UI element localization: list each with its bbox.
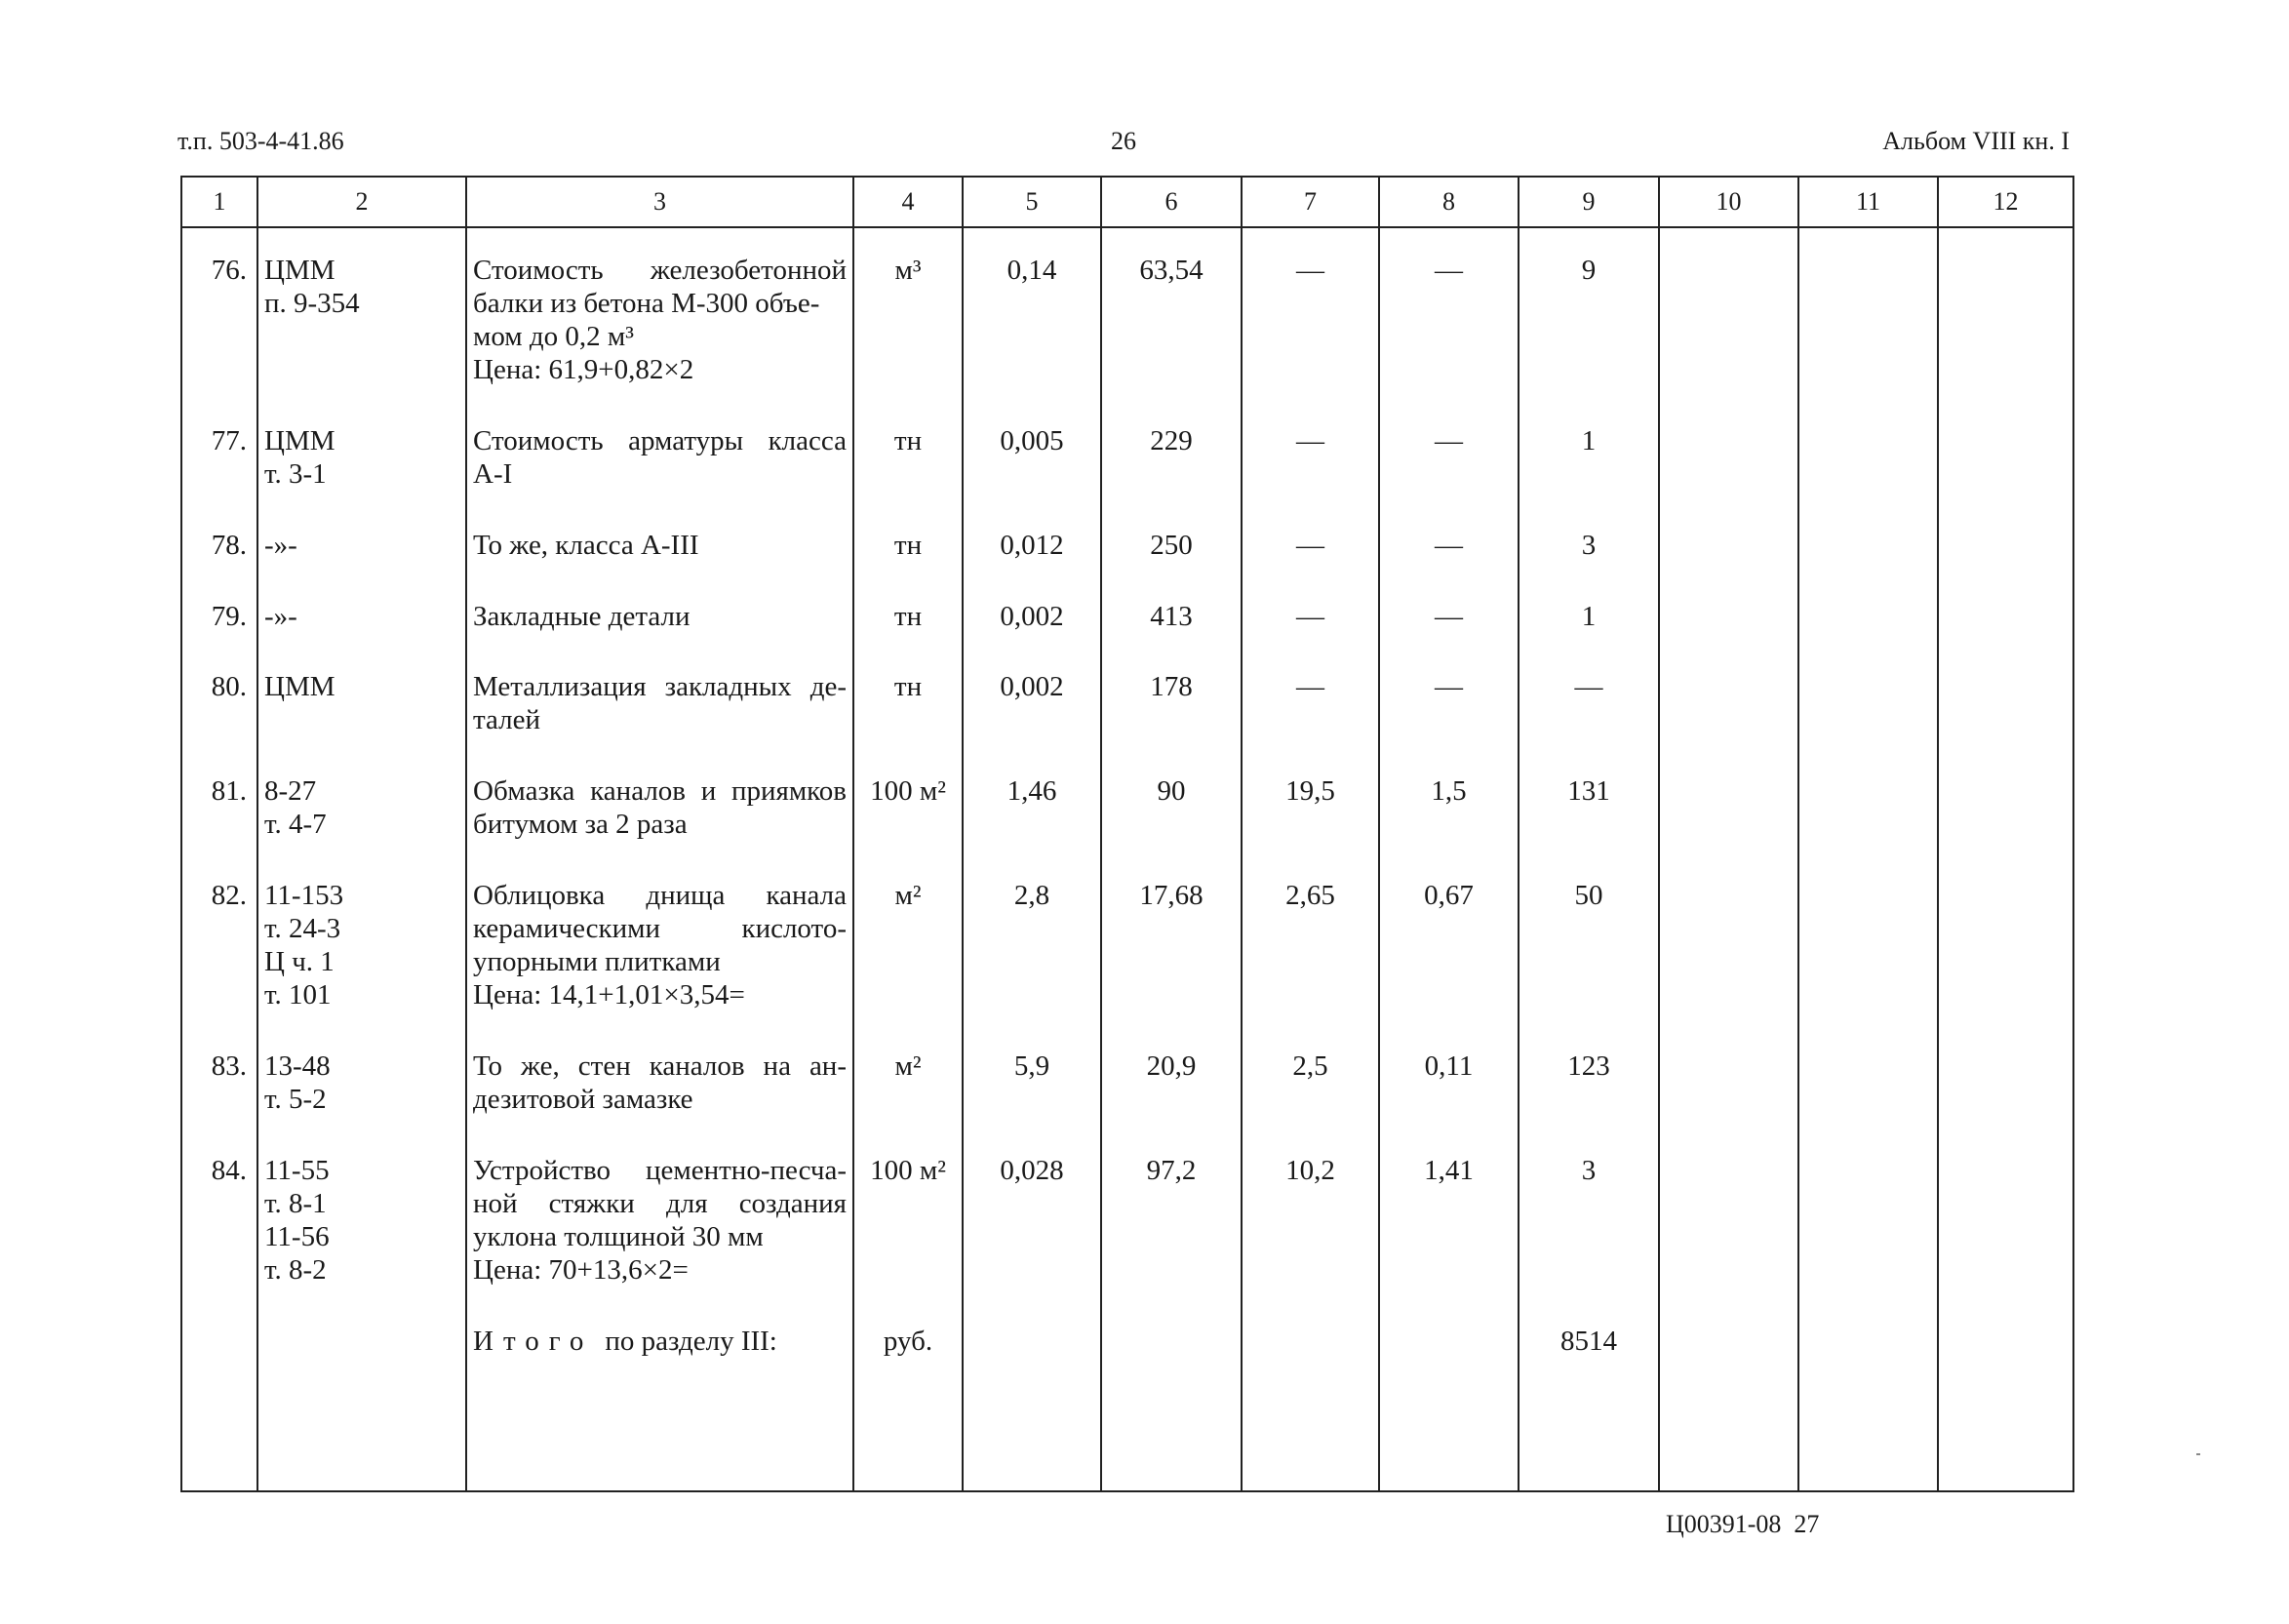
col-8-value: 1,5: [1379, 774, 1519, 879]
section-total-row: [181, 1325, 2073, 1491]
quantity: 5,9: [963, 1050, 1101, 1154]
col-10-empty: [1659, 670, 1798, 774]
col-11-empty: [1798, 774, 1938, 879]
description-line: Закладные детали: [473, 600, 691, 632]
quantity: 2,8: [963, 879, 1101, 1050]
section-total-value: 8514: [1519, 1325, 1659, 1491]
page-header: [178, 127, 2070, 166]
reference-line: 8-27: [264, 774, 317, 807]
column-header-12: 12: [1938, 177, 2073, 227]
table-row: [181, 879, 2073, 1050]
unit: тн: [853, 424, 963, 529]
description-line: Облицовка днища канала керамическими кислото-упорными плитками: [473, 879, 847, 977]
total-empty-7: [1242, 1325, 1379, 1491]
column-header-row: [181, 177, 2073, 227]
total-cost: 123: [1519, 1050, 1659, 1154]
unit: 100 м²: [853, 1154, 963, 1325]
total-cost: 3: [1519, 529, 1659, 600]
col-10-empty: [1659, 879, 1798, 1050]
work-description: [466, 1050, 853, 1154]
col-12-empty: [1938, 774, 2073, 879]
reference-line: 11-55: [264, 1154, 330, 1186]
unit-price: 413: [1101, 600, 1242, 671]
total-cost: 1: [1519, 600, 1659, 671]
unit: м³: [853, 227, 963, 424]
total-cost: 1: [1519, 424, 1659, 529]
total-cost: 131: [1519, 774, 1659, 879]
col-7-value: —: [1242, 227, 1379, 424]
column-header-2: 2: [257, 177, 466, 227]
col-12-empty: [1938, 600, 2073, 671]
quantity: 0,012: [963, 529, 1101, 600]
table-row: [181, 600, 2073, 671]
reference-line: ЦММ: [264, 255, 335, 286]
row-number: 84.: [181, 1154, 257, 1325]
column-header-3: 3: [466, 177, 853, 227]
col-12-empty: [1938, 529, 2073, 600]
work-description: [466, 529, 853, 600]
total-empty-2: [257, 1325, 466, 1491]
work-description: [466, 1154, 853, 1325]
reference-line: т. 101: [264, 978, 332, 1010]
scan-speck: [2196, 1453, 2200, 1455]
work-description: [466, 227, 853, 424]
total-label-rest: по разделу III:: [605, 1326, 777, 1357]
reference-line: 11-153: [264, 879, 344, 911]
total-empty-11: [1798, 1325, 1938, 1491]
unit-price: 63,54: [1101, 227, 1242, 424]
col-12-empty: [1938, 1154, 2073, 1325]
row-number: 76.: [181, 227, 257, 424]
col-7-value: —: [1242, 670, 1379, 774]
col-11-empty: [1798, 529, 1938, 600]
album-label: Альбом VIII кн. I: [1882, 127, 2070, 155]
description-line: То же, класса А-III: [473, 530, 699, 562]
unit: м²: [853, 879, 963, 1050]
table-row: [181, 670, 2073, 774]
page-number: 26: [1111, 127, 1136, 155]
col-7-value: 19,5: [1242, 774, 1379, 879]
col-8-value: 1,41: [1379, 1154, 1519, 1325]
total-cost: 9: [1519, 227, 1659, 424]
total-empty-6: [1101, 1325, 1242, 1491]
total-empty-1: [181, 1325, 257, 1491]
quantity: 0,002: [963, 670, 1101, 774]
col-10-empty: [1659, 424, 1798, 529]
row-number: 80.: [181, 670, 257, 774]
col-12-empty: [1938, 670, 2073, 774]
total-empty-5: [963, 1325, 1101, 1491]
unit-price: 20,9: [1101, 1050, 1242, 1154]
col-10-empty: [1659, 774, 1798, 879]
total-cost: 3: [1519, 1154, 1659, 1325]
col-11-empty: [1798, 1050, 1938, 1154]
reference-line: т. 8-2: [264, 1253, 327, 1286]
unit-price: 17,68: [1101, 879, 1242, 1050]
col-7-value: 2,65: [1242, 879, 1379, 1050]
reference-code: [257, 424, 466, 529]
table-row: [181, 774, 2073, 879]
column-header-1: 1: [181, 177, 257, 227]
description-line: Стоимость железобетонной балки из бетона М-300 объе-: [473, 255, 847, 319]
work-description: [466, 774, 853, 879]
quantity: 0,14: [963, 227, 1101, 424]
reference-line: Ц ч. 1: [264, 945, 335, 977]
document-code: т.п. 503-4-41.86: [178, 127, 344, 155]
col-7-value: 2,5: [1242, 1050, 1379, 1154]
table-body: [181, 227, 2073, 1491]
unit: тн: [853, 529, 963, 600]
reference-code: [257, 529, 466, 600]
reference-line: ЦММ: [264, 671, 335, 703]
description-line: Стоимость арматуры класса А-I: [473, 425, 847, 491]
total-cost: 50: [1519, 879, 1659, 1050]
column-header-5: 5: [963, 177, 1101, 227]
total-empty-10: [1659, 1325, 1798, 1491]
col-10-empty: [1659, 600, 1798, 671]
col-10-empty: [1659, 529, 1798, 600]
column-header-4: 4: [853, 177, 963, 227]
description-line: Цена: 61,9+0,82×2: [473, 354, 694, 385]
unit-price: 229: [1101, 424, 1242, 529]
reference-code: [257, 670, 466, 774]
table-row: [181, 1154, 2073, 1325]
column-header-9: 9: [1519, 177, 1659, 227]
col-11-empty: [1798, 670, 1938, 774]
col-10-empty: [1659, 227, 1798, 424]
col-11-empty: [1798, 1154, 1938, 1325]
total-empty-8: [1379, 1325, 1519, 1491]
row-number: 83.: [181, 1050, 257, 1154]
col-7-value: 10,2: [1242, 1154, 1379, 1325]
col-7-value: —: [1242, 529, 1379, 600]
reference-line: -»-: [264, 600, 297, 632]
description-line: Цена: 70+13,6×2=: [473, 1253, 689, 1286]
description-line: Устройство цементно-песча-ной стяжки для создания уклона толщиной 30 мм: [473, 1154, 847, 1252]
unit: тн: [853, 600, 963, 671]
col-12-empty: [1938, 879, 2073, 1050]
work-description: [466, 424, 853, 529]
unit: тн: [853, 670, 963, 774]
work-description: [466, 600, 853, 671]
col-11-empty: [1798, 600, 1938, 671]
col-10-empty: [1659, 1154, 1798, 1325]
description-line: Цена: 14,1+1,01×3,54=: [473, 978, 745, 1010]
col-8-value: —: [1379, 227, 1519, 424]
reference-line: т. 5-2: [264, 1083, 327, 1115]
unit: 100 м²: [853, 774, 963, 879]
reference-line: 13-48: [264, 1050, 331, 1082]
table-row: [181, 424, 2073, 529]
quantity: 0,028: [963, 1154, 1101, 1325]
reference-line: т. 3-1: [264, 458, 327, 491]
reference-line: т. 24-3: [264, 912, 341, 944]
total-label: [466, 1325, 853, 1491]
total-label-spaced: Итого: [473, 1326, 594, 1357]
reference-line: 11-56: [264, 1220, 330, 1252]
col-11-empty: [1798, 424, 1938, 529]
column-header-7: 7: [1242, 177, 1379, 227]
unit-price: 250: [1101, 529, 1242, 600]
reference-code: [257, 774, 466, 879]
col-8-value: —: [1379, 670, 1519, 774]
column-header-11: 11: [1798, 177, 1938, 227]
col-7-value: —: [1242, 424, 1379, 529]
description-line: Обмазка каналов и приямков битумом за 2 раза: [473, 774, 847, 840]
unit: м²: [853, 1050, 963, 1154]
reference-code: [257, 600, 466, 671]
reference-code: [257, 1154, 466, 1325]
row-number: 78.: [181, 529, 257, 600]
quantity: 0,005: [963, 424, 1101, 529]
row-number: 79.: [181, 600, 257, 671]
unit-price: 97,2: [1101, 1154, 1242, 1325]
col-8-value: —: [1379, 600, 1519, 671]
reference-line: ЦММ: [264, 425, 335, 457]
description-line: Металлизация закладных де-талей: [473, 671, 847, 736]
col-7-value: —: [1242, 600, 1379, 671]
col-8-value: —: [1379, 424, 1519, 529]
row-number: 81.: [181, 774, 257, 879]
col-11-empty: [1798, 227, 1938, 424]
unit-price: 178: [1101, 670, 1242, 774]
reference-code: [257, 227, 466, 424]
archive-code: Ц00391-08 27: [1666, 1510, 1820, 1538]
col-12-empty: [1938, 227, 2073, 424]
quantity: 1,46: [963, 774, 1101, 879]
total-unit: руб.: [853, 1325, 963, 1491]
unit-price: 90: [1101, 774, 1242, 879]
row-number: 82.: [181, 879, 257, 1050]
total-empty-12: [1938, 1325, 2073, 1491]
estimate-table: [180, 176, 2074, 1492]
reference-line: т. 4-7: [264, 808, 327, 840]
table-row: [181, 1050, 2073, 1154]
col-12-empty: [1938, 424, 2073, 529]
work-description: [466, 879, 853, 1050]
col-12-empty: [1938, 1050, 2073, 1154]
col-8-value: 0,11: [1379, 1050, 1519, 1154]
row-number: 77.: [181, 424, 257, 529]
table-row: [181, 529, 2073, 600]
column-header-10: 10: [1659, 177, 1798, 227]
col-8-value: —: [1379, 529, 1519, 600]
total-cost: —: [1519, 670, 1659, 774]
col-8-value: 0,67: [1379, 879, 1519, 1050]
reference-line: -»-: [264, 530, 297, 562]
quantity: 0,002: [963, 600, 1101, 671]
reference-line: п. 9-354: [264, 288, 360, 319]
reference-line: т. 8-1: [264, 1187, 327, 1219]
description-line: мом до 0,2 м³: [473, 321, 634, 352]
col-11-empty: [1798, 879, 1938, 1050]
table-row: [181, 227, 2073, 424]
work-description: [466, 670, 853, 774]
column-header-6: 6: [1101, 177, 1242, 227]
description-line: То же, стен каналов на ан-дезитовой замазке: [473, 1050, 847, 1115]
reference-code: [257, 1050, 466, 1154]
reference-code: [257, 879, 466, 1050]
column-header-8: 8: [1379, 177, 1519, 227]
col-10-empty: [1659, 1050, 1798, 1154]
